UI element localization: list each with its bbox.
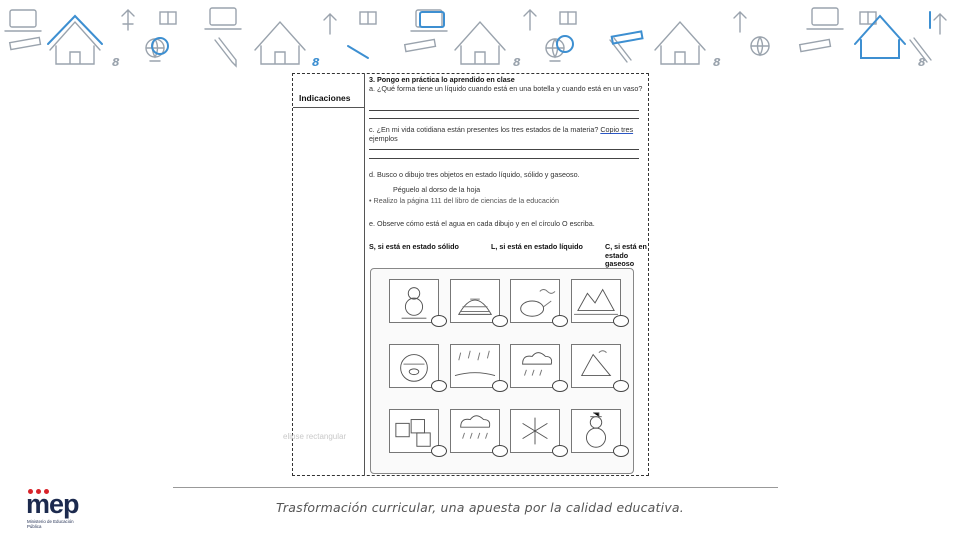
question-e: e. Observe cómo está el agua en cada dibujo y en el círculo O escriba. <box>369 219 595 228</box>
usb-icon <box>734 12 746 32</box>
question-c-text: c. ¿En mi vida cotidiana están presentes los tres estados de la materia? <box>369 125 599 134</box>
question-c <box>369 126 645 143</box>
answer-circle[interactable] <box>431 315 447 327</box>
footer-slogan: Trasformación curricular, una apuesta por la calidad educativa. <box>276 500 684 515</box>
laptop-icon <box>5 10 41 31</box>
globe-icon <box>146 39 164 61</box>
logo-subtitle: Ministerio de Educación Pública <box>27 519 74 529</box>
kettle-steam-icon <box>510 279 560 323</box>
picture-cell <box>510 409 565 467</box>
picture-cell <box>510 279 565 337</box>
indicaciones-column <box>293 74 365 475</box>
book-icon <box>560 12 576 24</box>
snowman-icon <box>571 409 621 453</box>
pencil-icon-blue <box>348 46 368 58</box>
number-eight-icon: 8 <box>918 56 926 69</box>
picture-cell <box>450 409 505 467</box>
question-c-highlight: Copio tres <box>600 125 634 134</box>
legend-solid: S, si está en estado sólido <box>369 242 459 251</box>
question-c-end: ejemplos <box>369 133 398 143</box>
iron-steam-icon <box>571 344 621 388</box>
indicaciones-label: Indicaciones <box>299 93 351 103</box>
answer-circle[interactable] <box>613 315 629 327</box>
answer-line <box>369 110 639 111</box>
divider <box>293 107 365 108</box>
rain-landscape-icon <box>450 344 500 388</box>
logo-wordmark: mep <box>26 489 79 519</box>
iceberg-icon <box>571 279 621 323</box>
picture-grid <box>370 268 634 474</box>
globe-icon <box>751 37 769 55</box>
picture-cell <box>571 279 626 337</box>
shape-watermark: elipse rectangular <box>283 432 347 441</box>
number-eight-icon: 8 <box>112 56 120 69</box>
house-icon <box>50 22 100 64</box>
picture-cell <box>450 344 505 402</box>
picture-cell <box>389 279 444 337</box>
ruler-icon <box>800 39 831 51</box>
ice-crystals-icon <box>510 409 560 453</box>
book-icon <box>360 12 376 24</box>
house-icon <box>255 22 305 64</box>
answer-circle[interactable] <box>492 380 508 392</box>
cloud-rain-icon <box>510 344 560 388</box>
doodle-banner <box>0 0 960 72</box>
picture-cell <box>450 279 505 337</box>
answer-circle[interactable] <box>492 445 508 457</box>
answer-circle[interactable] <box>431 445 447 457</box>
answer-circle[interactable] <box>552 315 568 327</box>
number-eight-icon: 8 <box>713 56 721 69</box>
picture-cell <box>571 344 626 402</box>
ice-cubes-icon <box>389 409 439 453</box>
answer-line <box>369 149 639 150</box>
answer-circle[interactable] <box>552 445 568 457</box>
fishbowl-icon <box>389 344 439 388</box>
mep-logo <box>26 489 86 533</box>
book-icon <box>160 12 176 24</box>
laptop-icon <box>807 8 843 29</box>
question-a: a. ¿Qué forma tiene un líquido cuando está en una botella y cuando está en un vaso? <box>369 84 643 93</box>
answer-line <box>369 158 639 159</box>
footer-divider <box>173 487 778 488</box>
laptop-icon-blue <box>420 12 444 27</box>
answer-circle[interactable] <box>613 445 629 457</box>
usb-icon <box>324 14 336 34</box>
house-icon-blue <box>855 16 905 58</box>
section-title: 3. Pongo en práctica lo aprendido en clase <box>369 75 515 84</box>
legend-gas: C, si está en estado gaseoso <box>605 242 647 269</box>
picture-cell <box>510 344 565 402</box>
answer-circle[interactable] <box>431 380 447 392</box>
legend-liquid: L, si está en estado líquido <box>491 242 583 251</box>
question-d: d. Busco o dibujo tres objetos en estado líquido, sólido y gaseoso. <box>369 170 580 179</box>
ruler-icon <box>10 37 41 49</box>
paste-note: Péguelo al dorso de la hoja <box>393 185 481 194</box>
usb-icon <box>524 10 536 30</box>
picture-cell <box>389 409 444 467</box>
answer-circle[interactable] <box>552 380 568 392</box>
pencil-icon <box>215 38 236 66</box>
globe-icon-blue <box>557 36 573 52</box>
ruler-icon <box>405 39 436 51</box>
laptop-icon <box>205 8 241 29</box>
number-eight-icon: 8 <box>513 56 521 69</box>
answer-line <box>369 118 639 119</box>
answer-circle[interactable] <box>492 315 508 327</box>
snowman-skater-icon <box>389 279 439 323</box>
picture-cell <box>571 409 626 467</box>
usb-icon <box>122 10 134 30</box>
answer-circle[interactable] <box>613 380 629 392</box>
house-icon <box>655 22 705 64</box>
house-icon <box>455 22 505 64</box>
picture-cell <box>389 344 444 402</box>
igloo-icon <box>450 279 500 323</box>
number-eight-icon: 8 <box>312 56 320 69</box>
rain-cloud-icon <box>450 409 500 453</box>
house-icon-blue <box>48 16 102 44</box>
usb-icon <box>934 14 946 34</box>
book-page-note: • Realizo la página 111 del libro de ciencias de la educación <box>369 196 560 205</box>
